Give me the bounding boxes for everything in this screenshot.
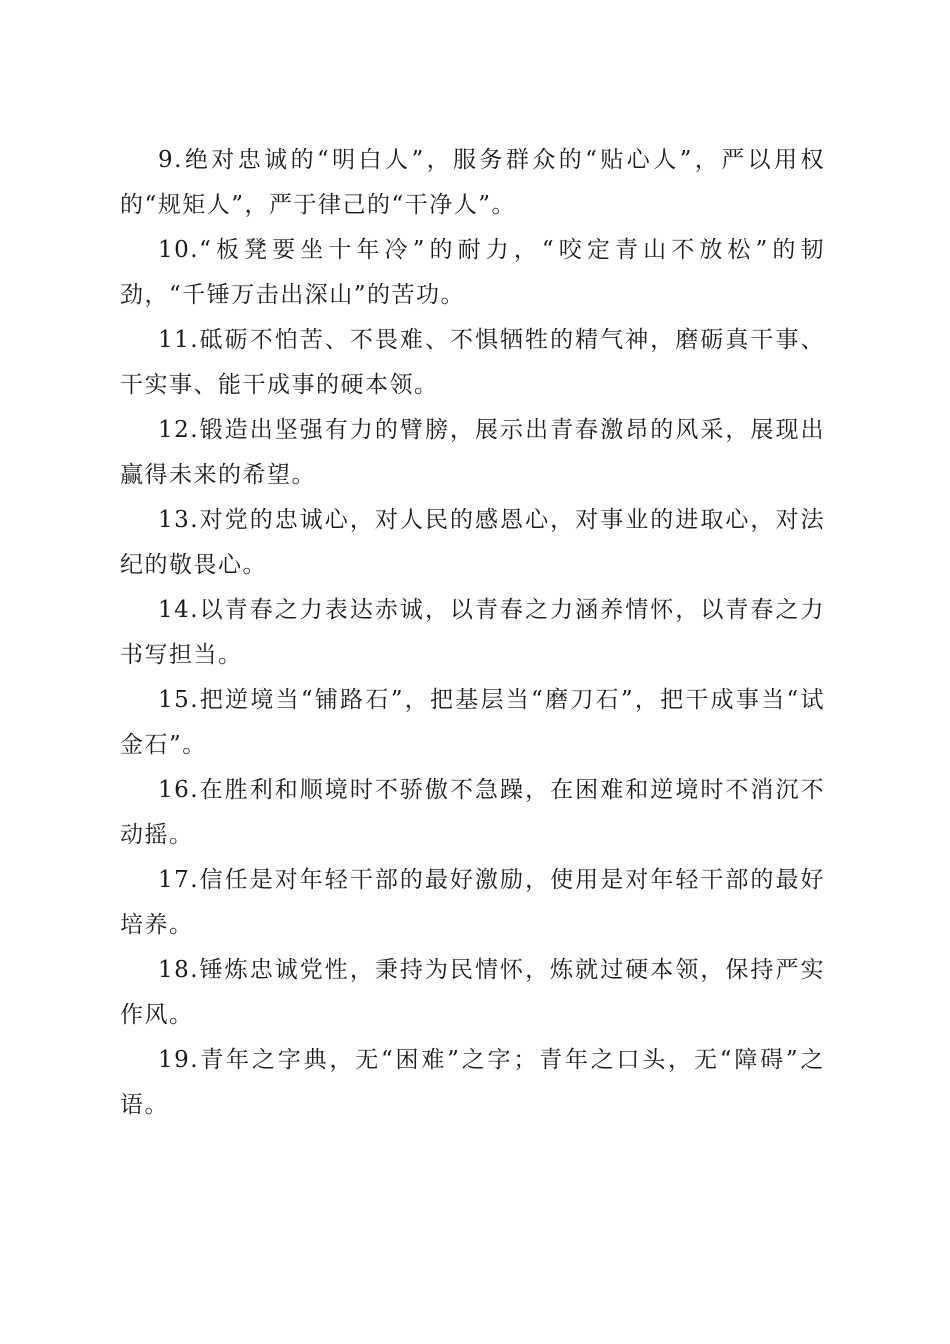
paragraph-17: 17.信任是对年轻干部的最好激励，使用是对年轻干部的最好培养。 [120, 867, 825, 938]
paragraph-16: 16.在胜利和顺境时不骄傲不急躁，在困难和逆境时不消沉不动摇。 [120, 777, 825, 848]
paragraph-12: 12.锻造出坚强有力的臂膀，展示出青春激昂的风采，展现出赢得未来的希望。 [120, 417, 825, 488]
paragraph-13: 13.对党的忠诚心，对人民的感恩心，对事业的进取心，对法纪的敬畏心。 [120, 507, 825, 578]
paragraph-18: 18.锤炼忠诚党性，秉持为民情怀，炼就过硬本领，保持严实作风。 [120, 957, 825, 1028]
paragraph-10: 10.“板凳要坐十年冷”的耐力，“咬定青山不放松”的韧劲，“千锤万击出深山”的苦功。 [120, 237, 825, 308]
document-body [120, 138, 825, 1128]
paragraph-11: 11.砥砺不怕苦、不畏难、不惧牺牲的精气神，磨砺真干事、干实事、能干成事的硬本领。 [120, 327, 825, 398]
paragraph-19: 19.青年之字典，无“困难”之字；青年之口头，无“障碍”之语。 [120, 1047, 825, 1118]
paragraph-15: 15.把逆境当“铺路石”，把基层当“磨刀石”，把干成事当“试金石”。 [120, 687, 825, 758]
paragraph-9: 9.绝对忠诚的“明白人”，服务群众的“贴心人”，严以用权的“规矩人”，严于律己的“干净人”。 [120, 147, 825, 218]
paragraph-14: 14.以青春之力表达赤诚，以青春之力涵养情怀，以青春之力书写担当。 [120, 597, 825, 668]
